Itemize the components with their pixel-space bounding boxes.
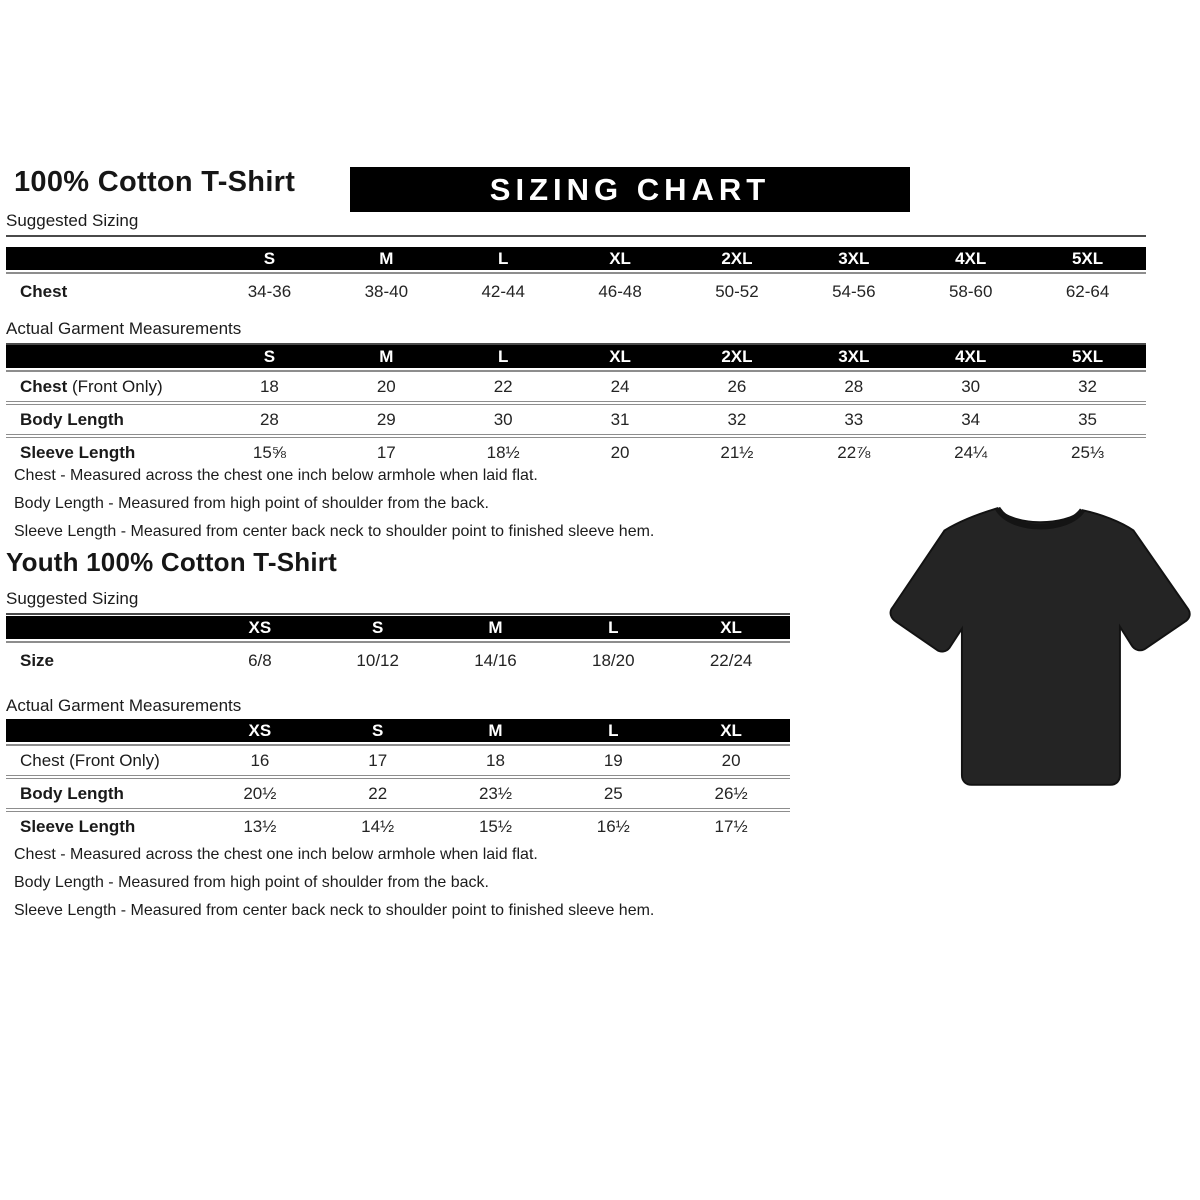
value-cell: 38-40 xyxy=(364,282,409,301)
section-label-youth-actual-measurements: Actual Garment Measurements xyxy=(6,696,790,722)
size-column-header: XS xyxy=(248,720,272,740)
value-cell: 18/20 xyxy=(592,651,635,670)
value-cell: 15⅝ xyxy=(252,442,286,462)
value-cell: 22⅞ xyxy=(837,442,871,462)
table-row xyxy=(6,643,790,679)
value-cell: 29 xyxy=(376,409,396,429)
note-chest: Chest - Measured across the chest one inch below armhole when laid flat. xyxy=(14,467,538,484)
row-label: Chest xyxy=(20,282,68,301)
table-row xyxy=(6,808,790,841)
table-header-row xyxy=(6,247,1146,270)
size-column-header: S xyxy=(263,346,276,366)
value-cell: 35 xyxy=(1078,409,1098,429)
value-cell: 28 xyxy=(259,409,279,429)
size-column-header: L xyxy=(497,346,509,366)
value-cell: 34-36 xyxy=(247,282,292,301)
value-cell: 31 xyxy=(610,409,630,429)
table-row xyxy=(6,274,1146,310)
size-column-header: 3XL xyxy=(838,346,870,366)
table-header-row xyxy=(6,345,1146,368)
value-cell: 32 xyxy=(727,409,747,429)
value-cell: 33 xyxy=(844,409,864,429)
value-cell: 23½ xyxy=(478,783,513,803)
value-cell: 18 xyxy=(259,376,279,396)
value-cell: 26 xyxy=(727,376,747,396)
note-sleeve-length: Sleeve Length - Measured from center back neck to shoulder point to finished sleeve hem. xyxy=(14,523,655,540)
value-cell: 18½ xyxy=(486,442,520,462)
value-cell: 20 xyxy=(610,442,630,462)
value-cell: 6/8 xyxy=(248,651,272,670)
size-column-header: 2XL xyxy=(721,346,753,366)
value-cell: 21½ xyxy=(720,442,754,462)
size-column-header: L xyxy=(608,720,619,740)
black-tshirt-image xyxy=(880,488,1198,806)
value-cell: 34 xyxy=(961,409,981,429)
size-column-header: XL xyxy=(720,720,742,740)
value-cell: 17½ xyxy=(714,816,748,836)
value-cell: 14/16 xyxy=(474,651,517,670)
value-cell: 15½ xyxy=(478,816,513,836)
adult-suggested-sizing-table xyxy=(6,247,1146,310)
youth-section-title: Youth 100% Cotton T-Shirt xyxy=(6,547,337,577)
row-label: Chest (Front Only) xyxy=(20,750,160,770)
table-header-row xyxy=(6,616,790,639)
youth-measurement-notes xyxy=(14,841,654,925)
value-cell: 20 xyxy=(376,376,396,396)
value-cell: 22 xyxy=(493,376,513,396)
note-body-length: Body Length - Measured from high point of shoulder from the back. xyxy=(14,874,489,891)
table-row xyxy=(6,372,1146,401)
value-cell: 54-56 xyxy=(832,282,876,301)
size-column-header: S xyxy=(372,720,384,740)
value-cell: 13½ xyxy=(243,816,277,836)
value-cell: 58-60 xyxy=(948,282,993,301)
value-cell: 30 xyxy=(961,376,981,396)
value-cell: 24¼ xyxy=(954,442,988,462)
size-column-header: L xyxy=(608,617,619,637)
value-cell: 19 xyxy=(603,750,623,770)
size-column-header: M xyxy=(379,248,394,268)
size-column-header: M xyxy=(488,720,503,740)
size-column-header: XL xyxy=(720,617,742,637)
value-cell: 26½ xyxy=(714,783,748,803)
value-cell: 22/24 xyxy=(709,651,753,670)
value-cell: 10/12 xyxy=(356,651,399,670)
size-column-header: 5XL xyxy=(1071,346,1104,366)
value-cell: 25 xyxy=(603,783,623,803)
value-cell: 30 xyxy=(493,409,513,429)
size-column-header: 5XL xyxy=(1071,248,1104,268)
row-label: Body Length xyxy=(20,409,124,429)
value-cell: 24 xyxy=(610,376,630,396)
value-cell: 42-44 xyxy=(481,282,525,301)
row-label: Body Length xyxy=(20,783,124,803)
section-label-adult-suggested-sizing: Suggested Sizing xyxy=(6,211,1146,237)
note-body-length: Body Length - Measured from high point of shoulder from the back. xyxy=(14,495,489,512)
note-sleeve-length: Sleeve Length - Measured from center back neck to shoulder point to finished sleeve hem. xyxy=(14,902,655,919)
youth-actual-measurements-table xyxy=(6,719,790,841)
row-label: Chest (Front Only) xyxy=(20,376,163,396)
adult-actual-measurements-table xyxy=(6,345,1146,467)
table-row xyxy=(6,746,790,775)
size-column-header: XL xyxy=(609,248,631,268)
value-cell: 22 xyxy=(368,783,388,803)
page-title: 100% Cotton T-Shirt xyxy=(14,166,296,198)
size-column-header: XL xyxy=(609,346,631,366)
section-label-adult-actual-measurements: Actual Garment Measurements xyxy=(6,319,1146,345)
size-column-header: M xyxy=(488,617,503,637)
size-column-header: 3XL xyxy=(838,248,870,268)
size-column-header: 4XL xyxy=(955,248,987,268)
value-cell: 14½ xyxy=(361,816,395,836)
value-cell: 20 xyxy=(721,750,741,770)
value-cell: 18 xyxy=(486,750,505,770)
table-header-row xyxy=(6,719,790,742)
row-label-suffix: (Front Only) xyxy=(64,750,160,770)
table-row xyxy=(6,775,790,808)
row-label: Sleeve Length xyxy=(20,442,136,462)
row-label-suffix: (Front Only) xyxy=(67,376,163,396)
size-column-header: L xyxy=(497,248,509,268)
value-cell: 16½ xyxy=(596,816,630,836)
row-label: Sleeve Length xyxy=(20,816,136,836)
value-cell: 25⅓ xyxy=(1071,442,1105,462)
size-column-header: S xyxy=(263,248,276,268)
youth-suggested-sizing-table xyxy=(6,616,790,679)
sizing-chart-banner: SIZING CHART xyxy=(350,167,910,212)
size-column-header: XS xyxy=(248,617,272,637)
value-cell: 32 xyxy=(1078,376,1098,396)
size-column-header: M xyxy=(379,346,394,366)
value-cell: 16 xyxy=(250,750,270,770)
row-label: Size xyxy=(20,651,55,670)
value-cell: 20½ xyxy=(243,783,277,803)
table-row xyxy=(6,401,1146,434)
size-column-header: S xyxy=(372,617,384,637)
value-cell: 46-48 xyxy=(598,282,642,301)
size-column-header: 2XL xyxy=(721,248,753,268)
section-label-youth-suggested-sizing: Suggested Sizing xyxy=(6,589,790,615)
value-cell: 28 xyxy=(844,376,864,396)
adult-measurement-notes xyxy=(14,462,654,546)
note-chest: Chest - Measured across the chest one inch below armhole when laid flat. xyxy=(14,846,538,863)
value-cell: 50-52 xyxy=(715,282,759,301)
value-cell: 17 xyxy=(376,442,396,462)
tshirt-graphic xyxy=(880,488,1198,806)
size-column-header: 4XL xyxy=(955,346,987,366)
value-cell: 62-64 xyxy=(1065,282,1110,301)
value-cell: 17 xyxy=(368,750,388,770)
